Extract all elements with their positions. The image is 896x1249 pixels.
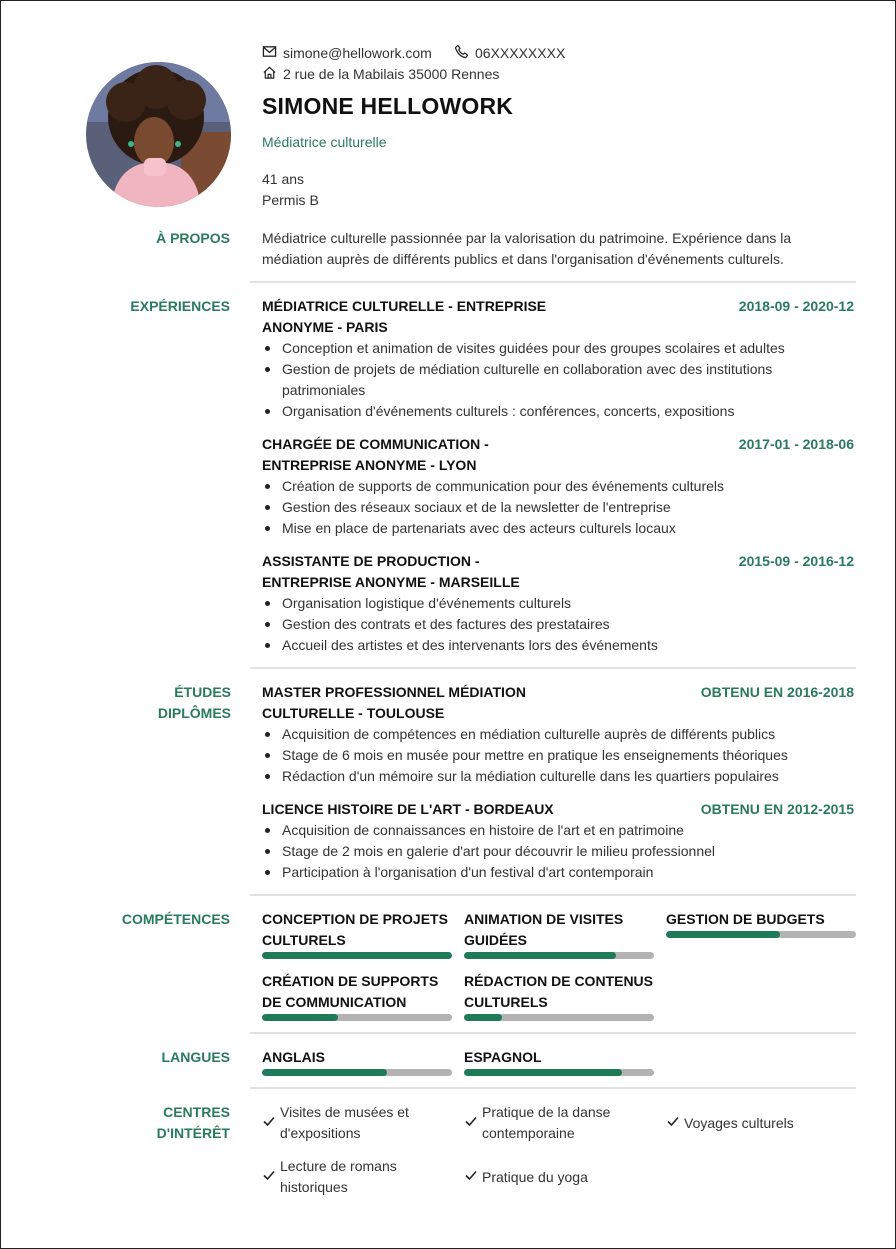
language-name: ANGLAIS [262, 1049, 325, 1065]
list-item: Gestion de projets de médiation culturelle en collaboration avec des institutions patrimoniales [262, 359, 842, 401]
skill-name: CONCEPTION DE PROJETS CULTURELS [262, 911, 448, 948]
list-item: Stage de 2 mois en galerie d'art pour découvrir le milieu professionnel [262, 841, 842, 862]
skill-item [464, 909, 654, 959]
skill-item [262, 971, 452, 1021]
skill-item [666, 909, 856, 938]
education-date: OBTENU EN 2016-2018 [700, 684, 854, 700]
list-item: Accueil des artistes et des intervenants lors des événements [262, 635, 842, 656]
candidate-name: SIMONE HELLOWORK [262, 93, 514, 119]
list-item: Acquisition de compétences en médiation culturelle auprès de différents publics [262, 724, 842, 745]
education-label: ÉTUDES DIPLÔMES [157, 684, 231, 721]
interest-text: Visites de musées et d'expositions [280, 1104, 409, 1141]
list-item: Organisation d'événements culturels : conférences, concerts, expositions [262, 401, 842, 422]
age-info: 41 ans [262, 171, 305, 187]
skill-level-fill [464, 952, 616, 959]
education-bullets [262, 820, 842, 883]
experience-title: MÉDIATRICE CULTURELLE - ENTREPRISE ANONYME - PARIS [262, 298, 547, 335]
email-contact[interactable] [262, 44, 432, 62]
list-item: Conception et animation de visites guidées pour des groupes scolaires et adultes [262, 338, 842, 359]
language-level-bar [464, 1069, 654, 1076]
skill-name: RÉDACTION DE CONTENUS CULTURELS [464, 973, 654, 1010]
skill-level-bar [262, 952, 452, 959]
email-text: simone@hellowork.com [283, 45, 432, 61]
list-item: Organisation logistique d'événements culturels [262, 593, 842, 614]
divider [250, 894, 856, 896]
checkmark-icon [262, 1113, 276, 1134]
checkmark-icon [464, 1167, 478, 1188]
interest-item [262, 1102, 452, 1144]
language-name: ESPAGNOL [464, 1049, 542, 1065]
phone-contact[interactable] [454, 44, 565, 62]
language-item [464, 1047, 654, 1076]
list-item: Création de supports de communication pour des événements culturels [262, 476, 842, 497]
language-level-fill [464, 1069, 622, 1076]
experience-bullets [262, 338, 842, 422]
list-item: Gestion des réseaux sociaux et de la newsletter de l'entreprise [262, 497, 842, 518]
interest-item [666, 1113, 856, 1134]
experience-date: 2018-09 - 2020-12 [738, 298, 854, 314]
language-level-fill [262, 1069, 387, 1076]
interest-item [464, 1167, 654, 1188]
skill-level-fill [262, 952, 452, 959]
skill-name: ANIMATION DE VISITES GUIDÉES [464, 911, 624, 948]
education-title: LICENCE HISTOIRE DE L'ART - BORDEAUX [262, 801, 554, 817]
profile-photo [86, 62, 231, 207]
about-label: À PROPOS [156, 230, 230, 246]
interest-text: Voyages culturels [684, 1115, 794, 1131]
experience-date: 2015-09 - 2016-12 [738, 553, 854, 569]
divider [250, 1087, 856, 1089]
phone-text: 06XXXXXXXX [475, 45, 566, 61]
skill-item [464, 971, 654, 1021]
home-icon [262, 65, 277, 83]
interest-text: Pratique du yoga [482, 1169, 588, 1185]
experience-title: ASSISTANTE DE PRODUCTION - ENTREPRISE ANONYME - MARSEILLE [262, 553, 520, 590]
interest-text: Pratique de la danse contemporaine [482, 1104, 611, 1141]
job-title: Médiatrice culturelle [262, 134, 387, 150]
skill-item [262, 909, 452, 959]
skill-level-bar [262, 1014, 452, 1021]
experience-bullets [262, 476, 842, 539]
experience-bullets [262, 593, 842, 656]
checkmark-icon [666, 1113, 680, 1134]
list-item: Acquisition de connaissances en histoire de l'art et en patrimoine [262, 820, 842, 841]
divider [250, 1032, 856, 1034]
experience-date: 2017-01 - 2018-06 [738, 436, 854, 452]
interest-text: Lecture de romans historiques [280, 1158, 397, 1195]
interest-item [464, 1102, 654, 1144]
language-item [262, 1047, 452, 1076]
language-level-bar [262, 1069, 452, 1076]
list-item: Stage de 6 mois en musée pour mettre en pratique les enseignements théoriques [262, 745, 842, 766]
skill-level-fill [666, 931, 780, 938]
experience-title: CHARGÉE DE COMMUNICATION - ENTREPRISE ANONYME - LYON [262, 436, 489, 473]
education-date: OBTENU EN 2012-2015 [700, 801, 854, 817]
divider [250, 281, 856, 283]
divider [250, 667, 856, 669]
skill-level-bar [464, 952, 654, 959]
skill-level-fill [464, 1014, 502, 1021]
skill-name: GESTION DE BUDGETS [666, 911, 825, 927]
list-item: Mise en place de partenariats avec des acteurs culturels locaux [262, 518, 842, 539]
checkmark-icon [262, 1167, 276, 1188]
skill-level-bar [666, 931, 856, 938]
checkmark-icon [464, 1113, 478, 1134]
skills-label: COMPÉTENCES [121, 911, 230, 927]
envelope-icon [262, 44, 277, 62]
education-title: MASTER PROFESSIONNEL MÉDIATION CULTURELLE - TOULOUSE [262, 684, 526, 721]
address-text: 2 rue de la Mabilais 35000 Rennes [283, 66, 500, 82]
list-item: Participation à l'organisation d'un festival d'art contemporain [262, 862, 842, 883]
phone-icon [454, 44, 469, 62]
skill-name: CRÉATION DE SUPPORTS DE COMMUNICATION [262, 973, 439, 1010]
education-bullets [262, 724, 842, 787]
license-info: Permis B [262, 192, 319, 208]
experiences-label: EXPÉRIENCES [130, 298, 230, 314]
list-item: Rédaction d'un mémoire sur la médiation culturelle dans les quartiers populaires [262, 766, 842, 787]
list-item: Gestion des contrats et des factures des prestataires [262, 614, 842, 635]
about-text: Médiatrice culturelle passionnée par la valorisation du patrimoine. Expérience dans la médiation auprès de différents publics et dans l'organisation d'événements culturels. [262, 230, 792, 267]
interest-item [262, 1156, 452, 1198]
interests-label: CENTRES D'INTÉRÊT [156, 1104, 230, 1141]
address-contact [262, 65, 499, 83]
skill-level-fill [262, 1014, 338, 1021]
languages-label: LANGUES [161, 1049, 230, 1065]
skill-level-bar [464, 1014, 654, 1021]
